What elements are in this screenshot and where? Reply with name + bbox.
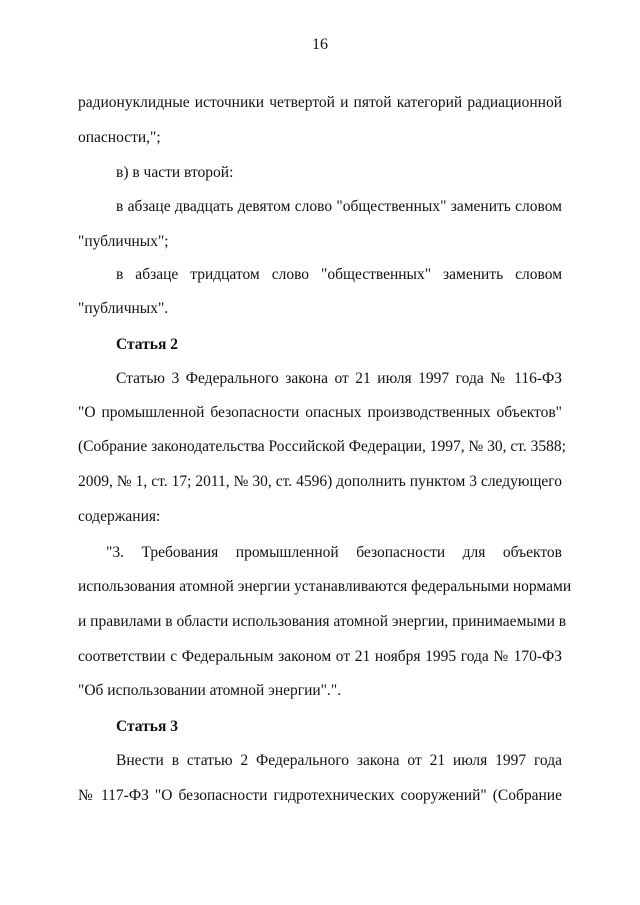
body-text-line: Внести в статью 2 Федерального закона от 21 июля 1997 года xyxy=(116,752,562,769)
body-text-line: радионуклидные источники четвертой и пятой категорий радиационной xyxy=(78,94,562,111)
body-text-line: и правилами в области использования атомной энергии, принимаемыми в xyxy=(78,613,567,630)
body-text-line: "Об использовании атомной энергии".". xyxy=(78,682,342,699)
body-text-line: № 117-ФЗ "О безопасности гидротехнических сооружений" (Собрание xyxy=(78,787,562,804)
body-text-line: "публичных". xyxy=(78,300,169,317)
body-text-line: (Собрание законодательства Российской Федерации, 1997, № 30, ст. 3588; xyxy=(78,438,566,455)
body-text-line: в абзаце двадцать девятом слово "общественных" заменить словом xyxy=(116,198,562,215)
body-text-line: "О промышленной безопасности опасных производственных объектов" xyxy=(78,404,562,421)
body-text-line: Статью 3 Федерального закона от 21 июля 1997 года № 116-ФЗ xyxy=(116,370,562,387)
body-text-line: "3. Требования промышленной безопасности для объектов xyxy=(106,544,562,561)
subitem-label: в) в части второй: xyxy=(116,164,234,181)
page-number: 16 xyxy=(312,36,328,53)
body-text-line: в абзаце тридцатом слово "общественных" заменить словом xyxy=(116,266,562,283)
article-heading: Статья 3 xyxy=(116,718,178,735)
article-heading: Статья 2 xyxy=(116,336,178,353)
body-text-line: опасности,"; xyxy=(78,129,161,146)
body-text-line: "публичных"; xyxy=(78,233,169,250)
body-text-line: содержания: xyxy=(78,508,161,525)
body-text-line: использования атомной энергии устанавливаются федеральными нормами xyxy=(78,578,572,595)
body-text-line: 2009, № 1, ст. 17; 2011, № 30, ст. 4596) дополнить пунктом 3 следующего xyxy=(78,473,562,490)
body-text-line: соответствии с Федеральным законом от 21 ноября 1995 года № 170-ФЗ xyxy=(78,648,562,665)
